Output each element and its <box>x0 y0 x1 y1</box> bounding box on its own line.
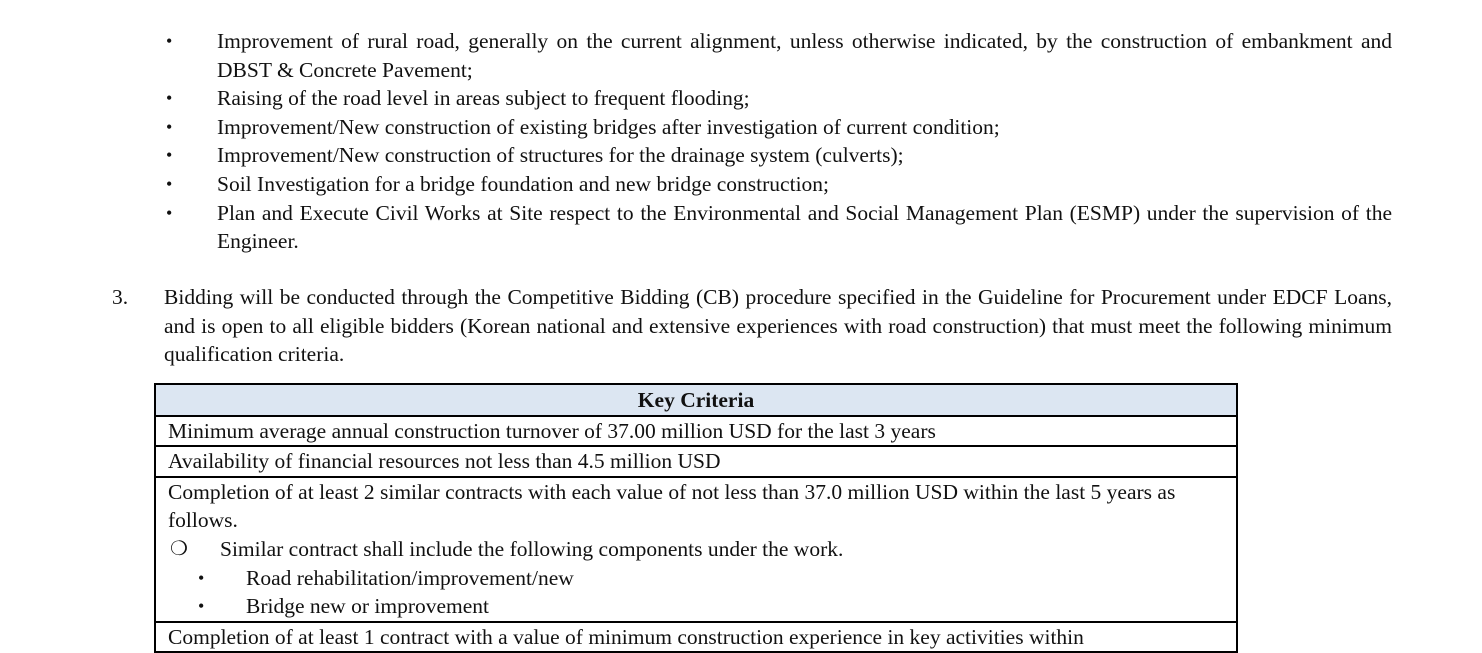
list-item <box>168 564 1224 593</box>
bullet-icon: • <box>198 567 205 588</box>
paragraph-text: Bidding will be conducted through the Competitive Bidding (CB) procedure specified in the Guideline for Procurement under EDCF Loans, and is open to all eligible bidders (Korean national and extensive experiences with road construction) that must meet the following minimum qualification criteria. <box>164 285 1392 367</box>
table-cell: Completion of at least 1 contract with a value of minimum construction experience in key activities within <box>155 622 1237 653</box>
table-row <box>155 477 1237 622</box>
bullet-icon: • <box>166 116 173 137</box>
bullet-text: Improvement of rural road, generally on the current alignment, unless otherwise indicated, by the construction of embankment and DBST & Concrete Pavement; <box>217 29 1392 82</box>
circle-bullet-icon: ❍ <box>170 537 188 560</box>
table-row <box>155 622 1237 653</box>
list-item <box>160 170 1392 199</box>
bullet-text: Plan and Execute Civil Works at Site respect to the Environmental and Social Management Plan (ESMP) under the supervision of the Engineer. <box>217 200 1392 254</box>
bullet-icon: • <box>166 145 173 166</box>
numbered-paragraph <box>112 283 1392 369</box>
table-header: Key Criteria <box>155 384 1237 416</box>
table-cell: Availability of financial resources not less than 4.5 million USD <box>155 446 1237 477</box>
circle-item-text: Similar contract shall include the following components under the work. <box>220 536 844 561</box>
scope-bullet-list <box>160 27 1392 256</box>
bullet-icon: • <box>166 88 173 109</box>
table-cell <box>155 477 1237 622</box>
key-criteria-table <box>154 383 1238 653</box>
paragraph-number: 3. <box>112 285 129 309</box>
table-header-row <box>155 384 1237 416</box>
bullet-text: Soil Investigation for a bridge foundation and new bridge construction; <box>217 171 830 196</box>
list-item <box>168 592 1224 621</box>
list-item <box>160 84 1392 113</box>
bullet-text: Raising of the road level in areas subject to frequent flooding; <box>217 86 750 111</box>
bullet-icon: • <box>166 31 173 51</box>
list-item <box>160 141 1392 170</box>
table-row <box>155 416 1237 447</box>
list-item <box>160 199 1392 256</box>
bullet-icon: • <box>166 173 173 194</box>
list-item <box>160 113 1392 142</box>
sub-item-text: Road rehabilitation/improvement/new <box>246 565 574 590</box>
bullet-text: Improvement/New construction of structures for the drainage system (culverts); <box>217 143 904 168</box>
list-item <box>160 27 1392 84</box>
bullet-icon: • <box>198 596 205 617</box>
table-row <box>155 446 1237 477</box>
bullet-icon: • <box>166 202 173 223</box>
criteria-intro: Completion of at least 2 similar contracts with each value of not less than 37.0 million USD within the last 5 years as follows. <box>168 479 1176 533</box>
table-cell: Minimum average annual construction turnover of 37.00 million USD for the last 3 years <box>155 416 1237 447</box>
bullet-text: Improvement/New construction of existing bridges after investigation of current condition; <box>217 114 1000 139</box>
sub-item-text: Bridge new or improvement <box>246 594 490 619</box>
circle-list-item <box>168 535 1224 564</box>
